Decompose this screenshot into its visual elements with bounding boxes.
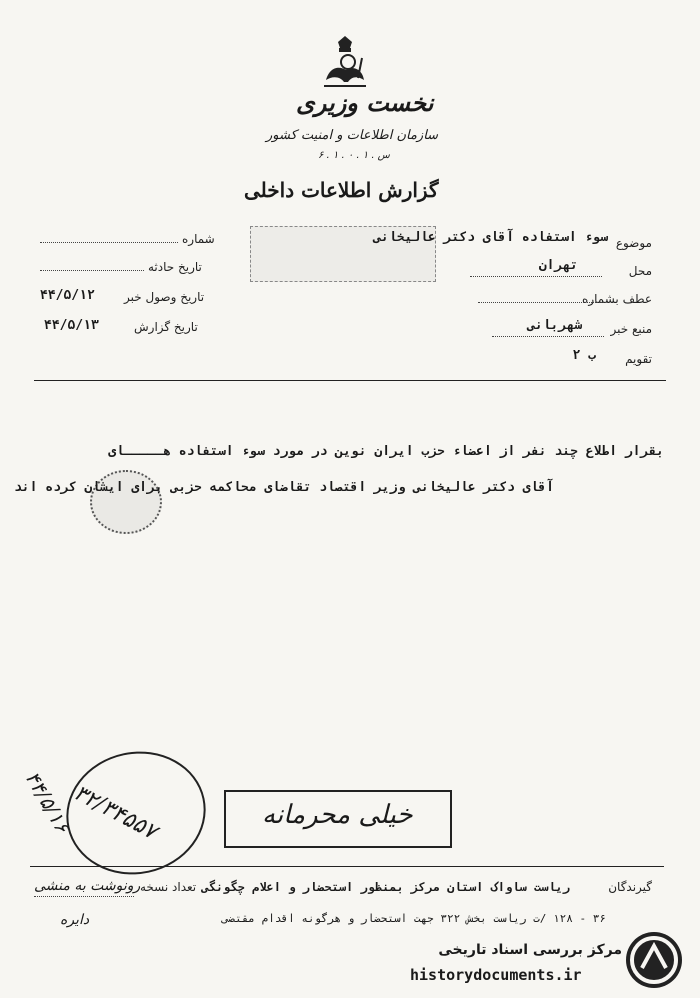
subject-value: سوء استفاده آقای دکتر عالیخانی xyxy=(373,230,608,245)
organization-name: سازمان اطلاعات و امنیت کشور xyxy=(266,128,439,143)
number-dots xyxy=(40,242,178,243)
incident-date-dots xyxy=(40,270,144,271)
received-date-label: تاریخ وصول خبر xyxy=(124,290,205,304)
body-line-1: بقرار اطلاع چند نفر از اعضاء حزب ایران نوین در مورد سوء استفاده هـــــای xyxy=(108,444,664,459)
recipient-line-1: ریاست ساواک استان مرکز بمنظور استحضار و اعلام چگونگی xyxy=(201,880,570,894)
incident-date-label: تاریخ حادثه xyxy=(148,260,202,274)
header-divider xyxy=(34,380,666,381)
copies-label: تعداد نسخه xyxy=(140,880,197,894)
history-documents-logo-icon xyxy=(626,932,682,988)
reference-label: عطف بشماره xyxy=(582,292,652,306)
recipient-line-2: ۳۶ - ۱۲۸ /ت ریاست بخش ۳۲۲ جهت استحضار و هرگونه اقدام مقتضی xyxy=(221,912,606,925)
organization-code: س . ۱ . ۰ . ۱ . ۶ xyxy=(318,150,390,161)
reference-dots xyxy=(478,302,608,303)
copy-note: رونوشت به منشی xyxy=(34,878,141,894)
received-date-value: ۴۴/۵/۱۲ xyxy=(40,288,95,303)
classification-text: خیلی محرمانه xyxy=(262,800,413,830)
evaluation-value: ب ۲ xyxy=(572,348,596,363)
watermark-url: historydocuments.ir xyxy=(410,966,582,984)
report-date-label: تاریخ گزارش xyxy=(134,320,198,334)
evaluation-label: تقویم xyxy=(625,352,652,366)
copy-dots xyxy=(34,896,134,897)
office-note: دایره xyxy=(60,912,90,928)
handwritten-number: ۳۲/۳۴۵۵۷ xyxy=(69,780,161,845)
margin-note: ۴۴/۵/۱۶ xyxy=(20,766,75,838)
source-label: منبع خبر xyxy=(610,322,652,336)
recipients-label: گیرندگان xyxy=(608,880,652,894)
location-dots xyxy=(470,276,602,277)
number-label: شماره xyxy=(182,232,215,246)
ministry-title: نخست وزیری xyxy=(296,88,434,117)
source-dots xyxy=(492,336,604,337)
body-line-2: آقای دکتر عالیخانی وزیر اقتصاد تقاضای محاکمه حزبی برای ایشان کرده اند xyxy=(13,480,554,495)
footer-divider xyxy=(30,866,664,867)
watermark-center-name: مرکز بررسی اسناد تاریخی xyxy=(438,942,622,958)
source-value: شهربانی xyxy=(527,318,582,333)
location-label: محل xyxy=(628,264,652,278)
location-value: تهران xyxy=(538,258,578,273)
report-title: گزارش اطلاعات داخلی xyxy=(244,178,439,202)
report-date-value: ۴۴/۵/۱۳ xyxy=(44,318,99,333)
lion-and-sun-emblem xyxy=(318,36,372,94)
subject-label: موضوع xyxy=(615,236,652,250)
